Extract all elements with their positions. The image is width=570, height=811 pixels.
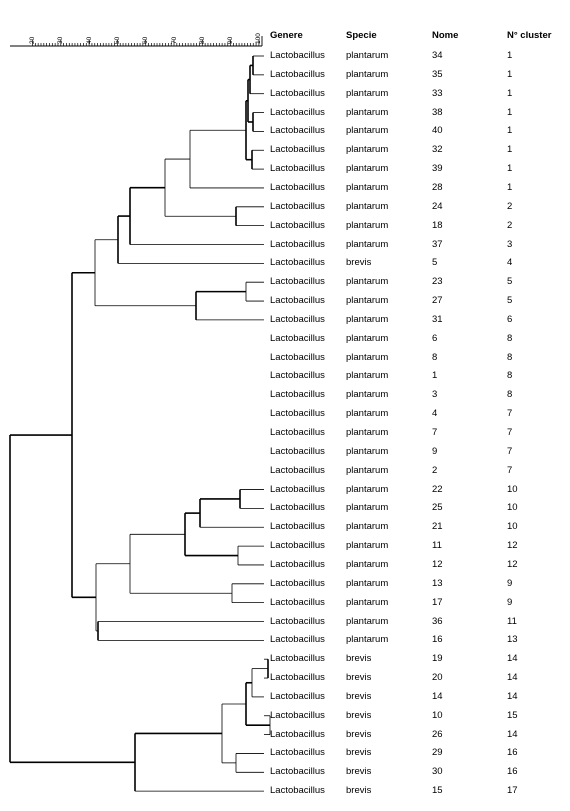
row-genus: Lactobacillus <box>270 464 325 476</box>
row-name: 11 <box>432 540 442 552</box>
row-cluster: 7 <box>507 445 513 457</box>
row-genus: Lactobacillus <box>270 521 325 533</box>
row-cluster: 8 <box>507 389 513 401</box>
row-name: 17 <box>432 596 443 608</box>
row-genus: Lactobacillus <box>270 313 325 325</box>
row-species: plantarum <box>346 615 389 627</box>
row-name: 27 <box>432 295 443 307</box>
row-genus: Lactobacillus <box>270 200 325 212</box>
row-species: brevis <box>346 747 372 759</box>
scale-tick-label: 30 <box>57 36 65 44</box>
row-cluster: 1 <box>507 125 513 137</box>
row-genus: Lactobacillus <box>270 427 325 438</box>
row-genus: Lactobacillus <box>270 653 325 665</box>
row-cluster: 7 <box>507 408 513 420</box>
row-cluster: 8 <box>507 370 513 382</box>
row-genus: Lactobacillus <box>270 672 325 684</box>
row-cluster: 7 <box>507 464 513 476</box>
scale-tick-label: 100 <box>255 33 263 44</box>
row-species: brevis <box>346 766 372 778</box>
row-genus: Lactobacillus <box>270 577 325 589</box>
row-cluster: 14 <box>507 690 518 702</box>
row-name: 6 <box>432 332 438 344</box>
row-cluster: 5 <box>507 276 513 288</box>
row-name: 9 <box>432 445 438 457</box>
scale-tick-label: 90 <box>227 36 235 44</box>
row-genus: Lactobacillus <box>270 408 325 420</box>
row-species: plantarum <box>346 276 389 288</box>
header-nome: Nome <box>432 30 459 41</box>
row-cluster: 1 <box>507 144 513 156</box>
row-name: 28 <box>432 181 443 193</box>
row-name: 36 <box>432 615 443 627</box>
row-genus: Lactobacillus <box>270 445 325 457</box>
row-name: 37 <box>432 238 443 250</box>
row-cluster: 16 <box>507 747 518 759</box>
row-name: 7 <box>432 427 438 438</box>
row-genus: Lactobacillus <box>270 351 325 363</box>
row-genus: Lactobacillus <box>270 540 325 552</box>
row-name: 34 <box>432 50 443 61</box>
row-name: 8 <box>432 351 438 363</box>
row-genus: Lactobacillus <box>270 50 325 61</box>
scale-tick-label: 20 <box>29 36 36 44</box>
row-species: plantarum <box>346 427 389 438</box>
row-cluster: 14 <box>507 672 518 684</box>
row-genus: Lactobacillus <box>270 766 325 778</box>
row-species: plantarum <box>346 87 389 99</box>
row-cluster: 6 <box>507 313 513 325</box>
row-species: brevis <box>346 690 372 702</box>
row-cluster: 5 <box>507 295 513 307</box>
row-cluster: 2 <box>507 200 513 212</box>
row-cluster: 8 <box>507 332 513 344</box>
row-cluster: 15 <box>507 709 518 721</box>
row-name: 4 <box>432 408 438 420</box>
row-species: plantarum <box>346 445 389 457</box>
row-species: plantarum <box>346 483 389 495</box>
row-species: plantarum <box>346 313 389 325</box>
row-name: 12 <box>432 558 443 570</box>
row-genus: Lactobacillus <box>270 87 325 99</box>
row-species: plantarum <box>346 295 389 307</box>
header-specie: Specie <box>346 30 377 41</box>
row-genus: Lactobacillus <box>270 785 325 797</box>
row-species: plantarum <box>346 540 389 552</box>
row-genus: Lactobacillus <box>270 144 325 156</box>
scale-tick-label: 40 <box>85 36 93 44</box>
row-name: 24 <box>432 200 443 212</box>
scale-tick-label: 50 <box>113 36 121 44</box>
row-name: 1 <box>432 370 438 382</box>
row-name: 33 <box>432 87 443 99</box>
row-species: plantarum <box>346 200 389 212</box>
row-cluster: 9 <box>507 577 513 589</box>
row-species: plantarum <box>346 144 389 156</box>
row-species: plantarum <box>346 577 389 589</box>
row-name: 3 <box>432 389 438 401</box>
row-genus: Lactobacillus <box>270 238 325 250</box>
row-name: 26 <box>432 728 443 740</box>
row-genus: Lactobacillus <box>270 596 325 608</box>
row-cluster: 12 <box>507 558 518 570</box>
row-species: plantarum <box>346 163 389 175</box>
row-name: 2 <box>432 464 438 476</box>
row-species: brevis <box>346 728 372 740</box>
row-genus: Lactobacillus <box>270 502 325 514</box>
row-genus: Lactobacillus <box>270 295 325 307</box>
row-cluster: 10 <box>507 483 518 495</box>
row-cluster: 1 <box>507 163 513 175</box>
row-species: brevis <box>346 672 372 684</box>
row-species: plantarum <box>346 558 389 570</box>
row-name: 38 <box>432 106 443 118</box>
row-cluster: 1 <box>507 68 513 80</box>
row-cluster: 3 <box>507 238 513 250</box>
row-cluster: 17 <box>507 785 518 797</box>
row-species: plantarum <box>346 125 389 137</box>
row-species: plantarum <box>346 521 389 533</box>
row-genus: Lactobacillus <box>270 125 325 137</box>
scale-tick-label: 60 <box>142 36 150 44</box>
row-genus: Lactobacillus <box>270 558 325 570</box>
row-cluster: 1 <box>507 87 513 99</box>
row-cluster: 8 <box>507 351 513 363</box>
row-name: 35 <box>432 68 443 80</box>
row-cluster: 10 <box>507 502 518 514</box>
row-genus: Lactobacillus <box>270 276 325 288</box>
row-cluster: 10 <box>507 521 518 533</box>
row-cluster: 1 <box>507 181 513 193</box>
row-cluster: 13 <box>507 634 518 646</box>
row-cluster: 2 <box>507 219 513 231</box>
row-genus: Lactobacillus <box>270 728 325 740</box>
row-species: plantarum <box>346 596 389 608</box>
row-name: 20 <box>432 672 443 684</box>
row-species: plantarum <box>346 181 389 193</box>
row-cluster: 12 <box>507 540 518 552</box>
row-name: 13 <box>432 577 443 589</box>
row-genus: Lactobacillus <box>270 747 325 759</box>
row-genus: Lactobacillus <box>270 332 325 344</box>
row-name: 16 <box>432 634 443 646</box>
row-name: 22 <box>432 483 443 495</box>
row-genus: Lactobacillus <box>270 106 325 118</box>
row-name: 19 <box>432 653 443 665</box>
header-genere: Genere <box>270 30 303 41</box>
scale-tick-label: 70 <box>170 36 178 44</box>
row-species: brevis <box>346 785 372 797</box>
row-cluster: 9 <box>507 596 513 608</box>
row-name: 15 <box>432 785 443 797</box>
row-species: plantarum <box>346 634 389 646</box>
row-cluster: 14 <box>507 728 518 740</box>
row-cluster: 16 <box>507 766 518 778</box>
row-genus: Lactobacillus <box>270 68 325 80</box>
row-species: plantarum <box>346 106 389 118</box>
row-cluster: 4 <box>507 257 513 269</box>
row-species: plantarum <box>346 68 389 80</box>
row-species: plantarum <box>346 464 389 476</box>
row-name: 18 <box>432 219 443 231</box>
row-name: 25 <box>432 502 443 514</box>
row-genus: Lactobacillus <box>270 181 325 193</box>
row-genus: Lactobacillus <box>270 690 325 702</box>
row-name: 31 <box>432 313 443 325</box>
row-name: 40 <box>432 125 443 137</box>
header-cluster: N° cluster <box>507 30 552 41</box>
row-species: plantarum <box>346 408 389 420</box>
row-genus: Lactobacillus <box>270 389 325 401</box>
row-name: 39 <box>432 163 443 175</box>
row-species: plantarum <box>346 332 389 344</box>
row-genus: Lactobacillus <box>270 634 325 646</box>
row-species: plantarum <box>346 351 389 363</box>
row-cluster: 1 <box>507 106 513 118</box>
row-species: plantarum <box>346 50 389 61</box>
row-name: 5 <box>432 257 438 269</box>
row-species: plantarum <box>346 219 389 231</box>
row-species: brevis <box>346 709 372 721</box>
row-name: 14 <box>432 690 443 702</box>
row-name: 29 <box>432 747 443 759</box>
row-name: 21 <box>432 521 443 533</box>
row-cluster: 14 <box>507 653 518 665</box>
row-genus: Lactobacillus <box>270 219 325 231</box>
scale-tick-label: 80 <box>198 36 206 44</box>
row-species: plantarum <box>346 502 389 514</box>
row-cluster: 7 <box>507 427 513 438</box>
row-genus: Lactobacillus <box>270 163 325 175</box>
row-cluster: 1 <box>507 50 513 61</box>
row-species: brevis <box>346 653 372 665</box>
row-species: plantarum <box>346 389 389 401</box>
row-name: 10 <box>432 709 443 721</box>
row-genus: Lactobacillus <box>270 615 325 627</box>
row-species: brevis <box>346 257 372 269</box>
row-name: 32 <box>432 144 443 156</box>
row-species: plantarum <box>346 370 389 382</box>
row-species: plantarum <box>346 238 389 250</box>
row-genus: Lactobacillus <box>270 257 325 269</box>
row-genus: Lactobacillus <box>270 483 325 495</box>
row-name: 30 <box>432 766 443 778</box>
row-genus: Lactobacillus <box>270 370 325 382</box>
row-cluster: 11 <box>507 615 517 627</box>
row-name: 23 <box>432 276 443 288</box>
row-genus: Lactobacillus <box>270 709 325 721</box>
